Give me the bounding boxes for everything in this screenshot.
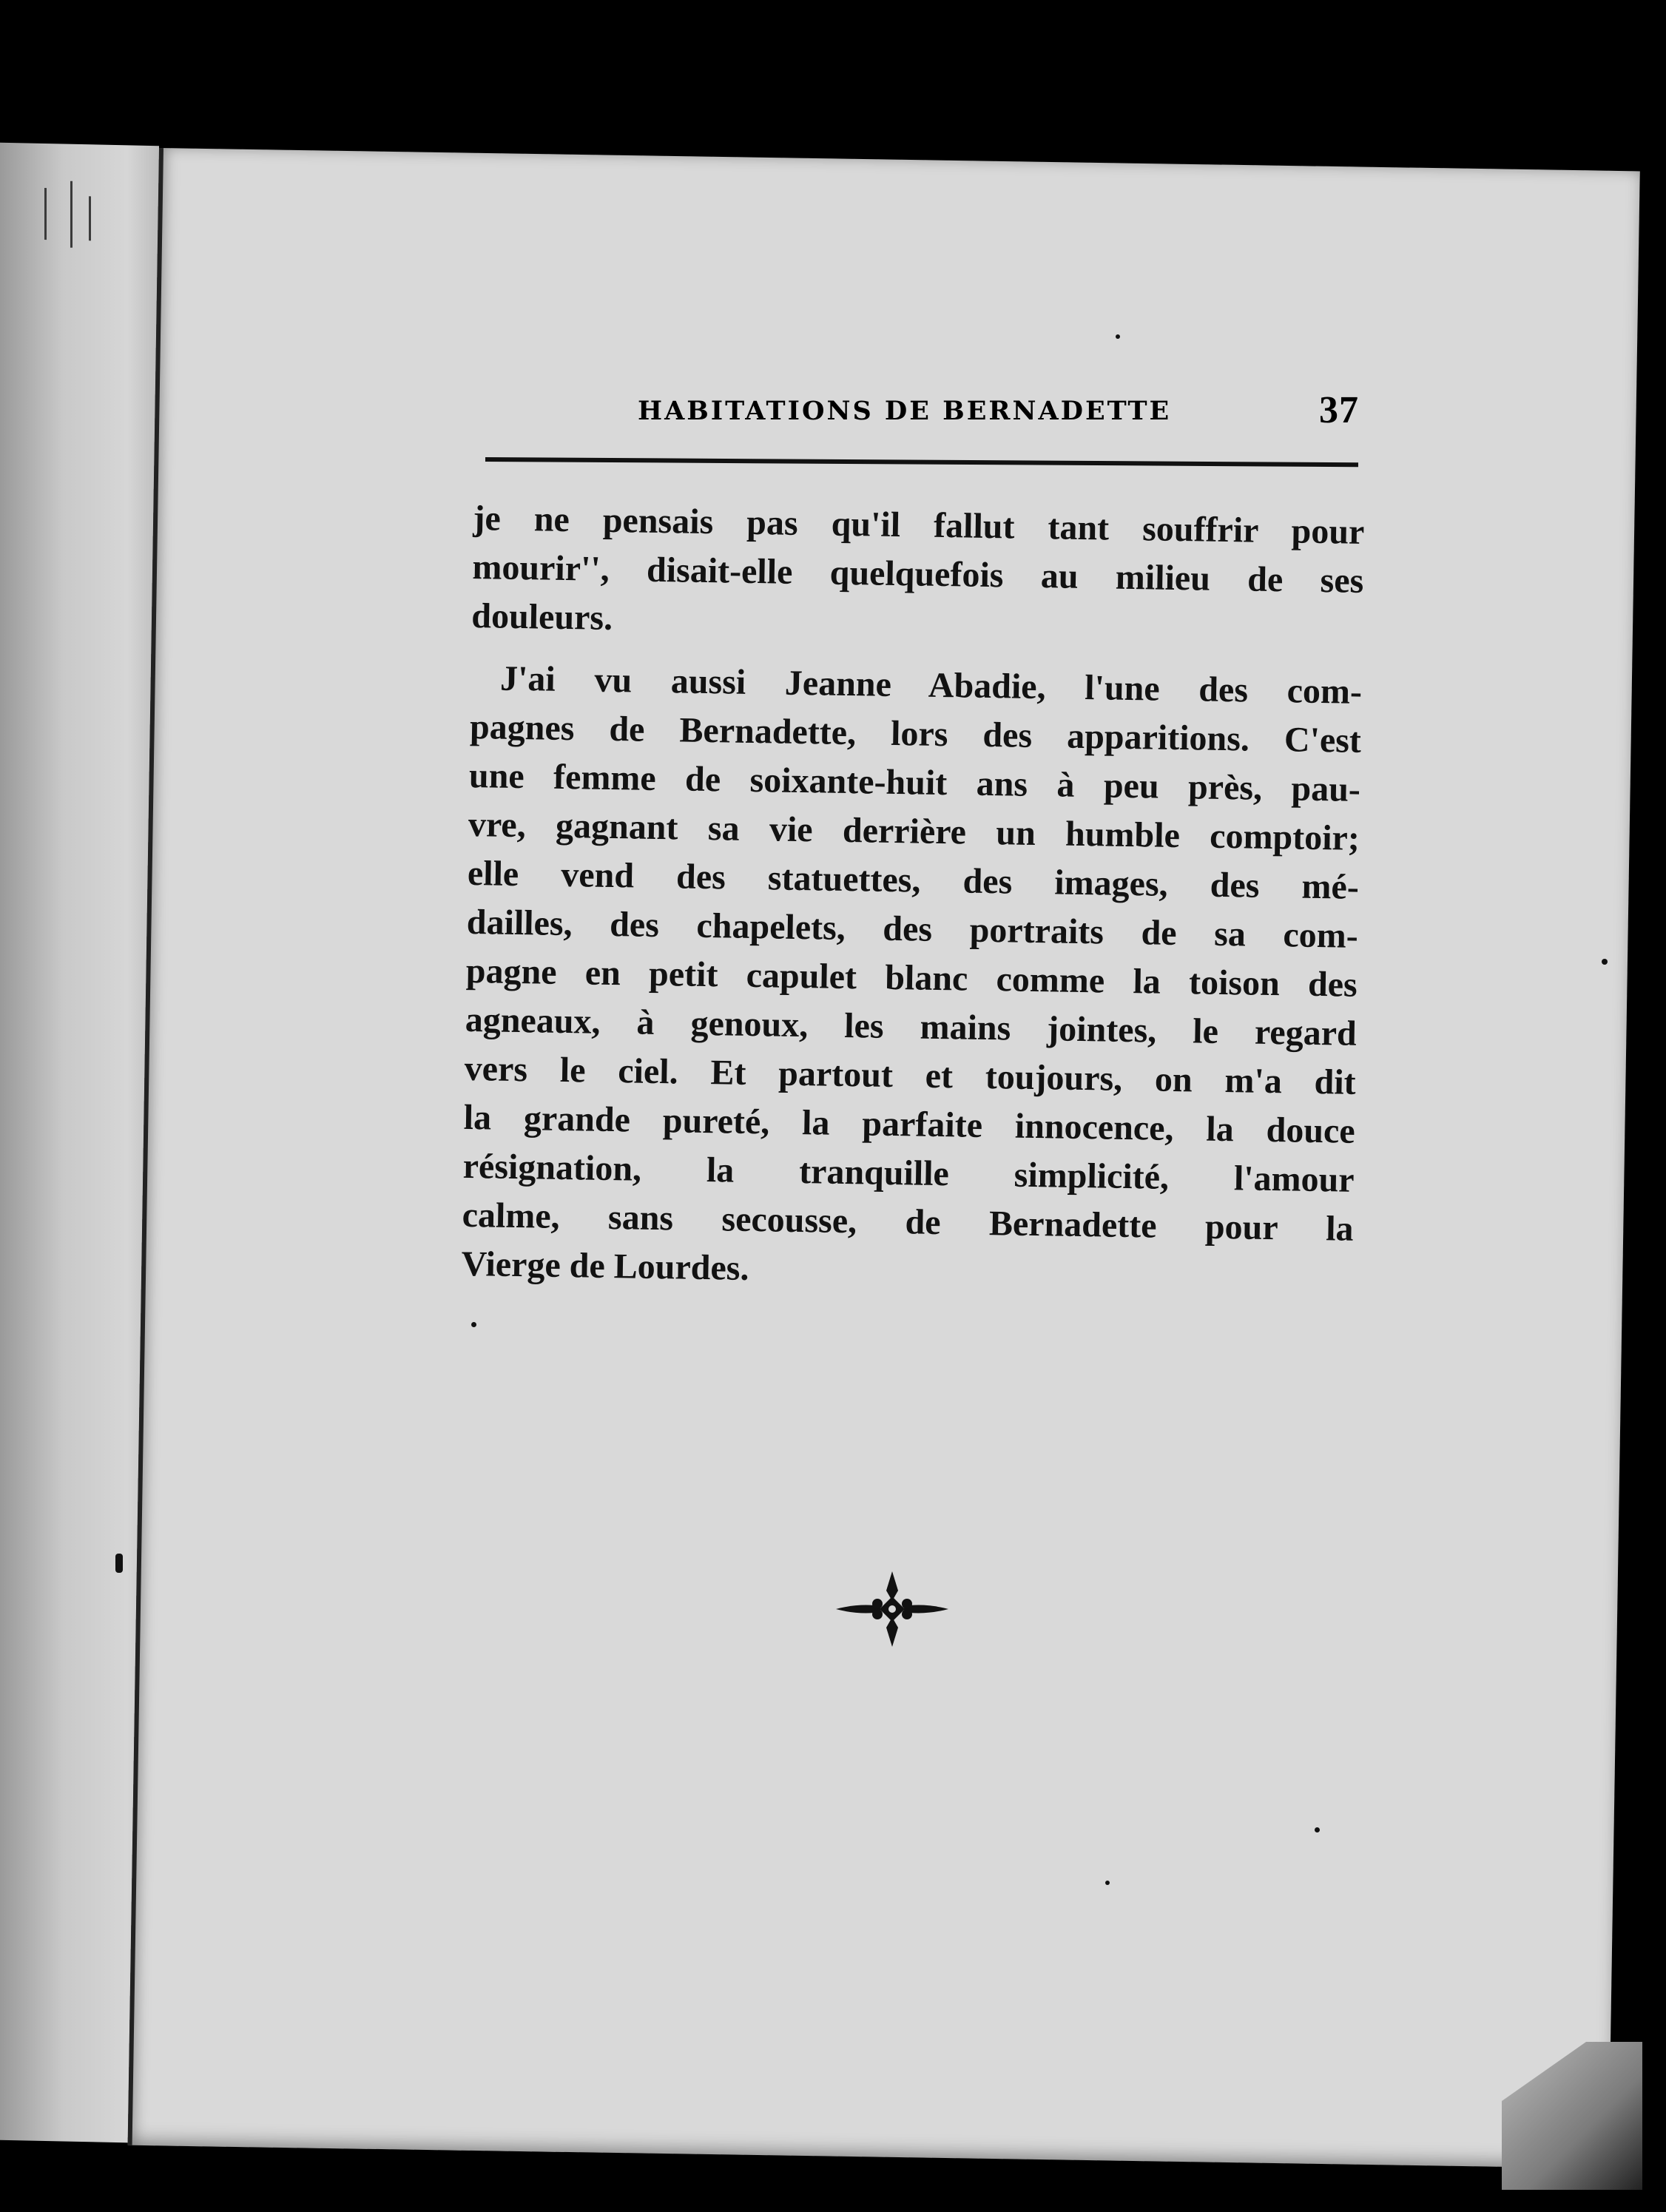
text-line: agneaux, à genoux, les mains jointes, le regard [465, 999, 1358, 1053]
text-line: douleurs. [471, 596, 613, 638]
scan-speck [1602, 959, 1608, 965]
page-number: 37 [1319, 389, 1359, 431]
scan-mark [70, 181, 72, 248]
body-text [461, 494, 1365, 1303]
fleuron-ornament-icon [833, 1568, 951, 1650]
scan-speck [1105, 1881, 1110, 1885]
scan-mark [89, 196, 91, 240]
text-line: une femme de soixante-huit ans à peu près, pau- [468, 755, 1361, 809]
running-title: HABITATIONS DE BERNADETTE [638, 396, 1172, 426]
text-line: pagnes de Bernadette, lors des apparitions. C'est [469, 707, 1362, 761]
scan-mark [44, 188, 47, 240]
text-line: pagne en petit capulet blanc comme la toison des [465, 951, 1358, 1005]
text-line: résignation, la tranquille simplicité, l'amour [462, 1146, 1355, 1200]
text-line: mourir'', disait-elle quelquefois au milieu de ses [472, 547, 1364, 601]
text-line: calme, sans secousse, de Bernadette pour la [462, 1195, 1354, 1249]
text-line: vre, gagnant sa vie derrière un humble comptoir; [468, 804, 1360, 858]
paragraph-1 [471, 494, 1365, 655]
scan-speck [1315, 1827, 1320, 1832]
scan-speck [1116, 334, 1120, 339]
text-line: la grande pureté, la parfaite innocence, la douce [463, 1097, 1356, 1151]
scan-speck [471, 1322, 476, 1327]
text-line: Vierge de Lourdes. [461, 1244, 749, 1288]
text-line: dailles, des chapelets, des portraits de sa com- [466, 902, 1359, 956]
paragraph-2 [461, 654, 1362, 1303]
text-line: je ne pensais pas qu'il fallut tant souffrir pour [473, 498, 1365, 552]
text-line: vers le ciel. Et partout et toujours, on m'a dit [464, 1048, 1357, 1102]
text-line: elle vend des statuettes, des images, des mé- [467, 853, 1360, 907]
scan-speck [115, 1554, 123, 1573]
text-line: J'ai vu aussi Jeanne Abadie, l'une des com- [499, 658, 1363, 712]
